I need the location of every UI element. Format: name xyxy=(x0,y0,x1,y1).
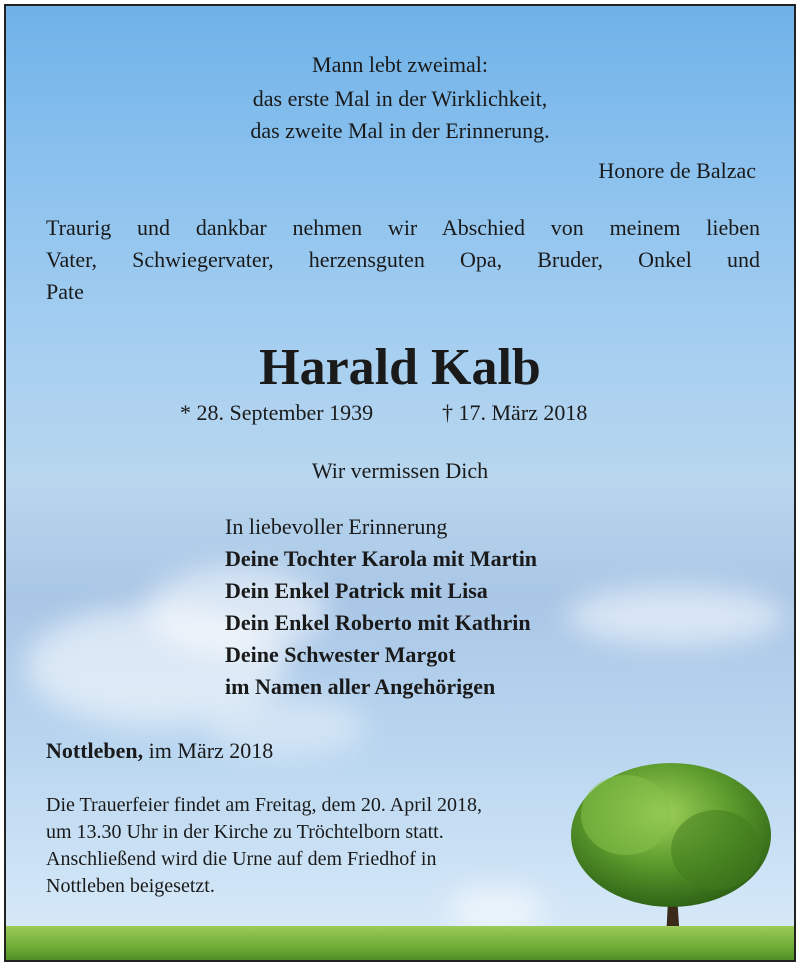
intro-line: Vater, Schwiegervater, herzensguten Opa, Bruder, Onkel und xyxy=(46,247,760,272)
date: im März 2018 xyxy=(148,738,274,763)
mourner-name: im Namen aller Angehörigen xyxy=(225,674,496,699)
funeral-line: Anschließend wird die Urne auf dem Friedhof in xyxy=(46,848,437,870)
place: Nottleben, xyxy=(46,738,144,763)
birth-date: * 28. September 1939 xyxy=(180,400,374,425)
quote-line: Mann lebt zweimal: xyxy=(312,52,488,77)
place-date xyxy=(46,736,273,766)
mourners-heading: In liebevoller Erinnerung xyxy=(225,514,448,539)
quote-line: das zweite Mal in der Erinnerung. xyxy=(250,118,550,143)
deceased-name: Harald Kalb xyxy=(259,339,541,396)
obituary-card xyxy=(4,4,796,962)
mourner-name: Deine Schwester Margot xyxy=(225,642,456,667)
mourner-name: Deine Tochter Karola mit Martin xyxy=(225,546,538,571)
intro-line: Pate xyxy=(46,279,84,304)
miss-you-text: Wir vermissen Dich xyxy=(311,458,489,483)
death-date: † 17. März 2018 xyxy=(442,400,588,425)
funeral-line: um 13.30 Uhr in der Kirche zu Tröchtelborn statt. xyxy=(46,821,444,843)
mourner-name: Dein Enkel Patrick mit Lisa xyxy=(225,578,488,603)
intro-line: Traurig und dankbar nehmen wir Abschied von meinem lieben xyxy=(46,215,760,240)
quote-author: Honore de Balzac xyxy=(598,158,756,183)
mourner-name: Dein Enkel Roberto mit Kathrin xyxy=(225,610,531,635)
funeral-line: Die Trauerfeier findet am Freitag, dem 20. April 2018, xyxy=(46,794,483,816)
funeral-line: Nottleben beigesetzt. xyxy=(46,875,215,897)
obituary-text xyxy=(6,6,794,960)
quote-line: das erste Mal in der Wirklichkeit, xyxy=(252,86,548,111)
